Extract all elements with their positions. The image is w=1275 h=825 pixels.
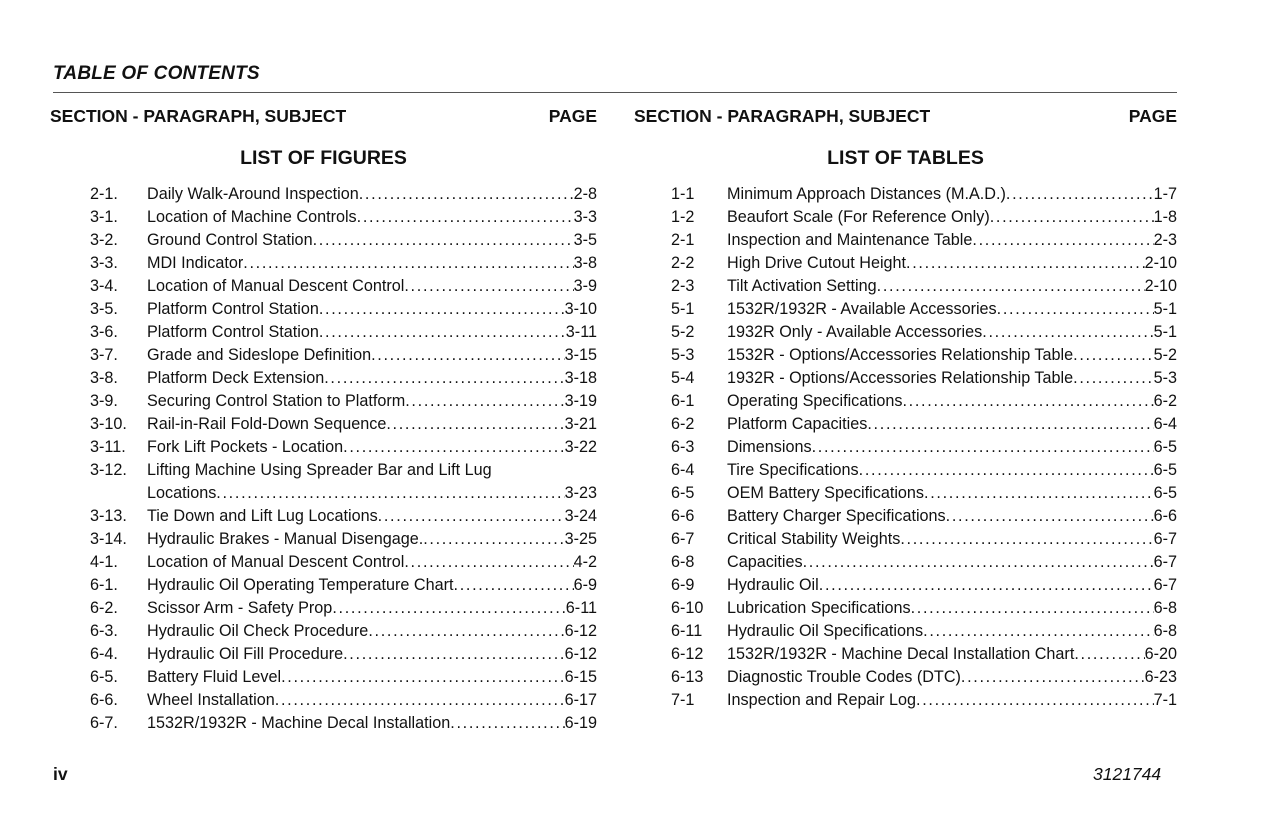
dot-leader <box>343 643 564 666</box>
entry-number: 3-10. <box>90 415 127 433</box>
entry-subject: Hydraulic Oil Check Procedure <box>147 622 369 640</box>
entry-page: 3-5 <box>573 231 597 249</box>
entry-page: 2-3 <box>1153 231 1177 249</box>
entry-subject-line <box>727 275 1145 298</box>
toc-entry[interactable] <box>634 321 1177 344</box>
toc-entry[interactable] <box>50 321 597 344</box>
entry-number: 6-1 <box>671 392 695 410</box>
entry-subject: Securing Control Station to Platform <box>147 392 406 410</box>
entry-subject: Location of Manual Descent Control <box>147 553 405 571</box>
dot-leader <box>359 183 574 206</box>
entry-subject-line <box>147 551 574 574</box>
entry-page: 6-20 <box>1144 645 1177 663</box>
dot-leader <box>368 620 564 643</box>
entry-subject: OEM Battery Specifications <box>727 484 925 502</box>
dot-leader <box>319 298 565 321</box>
toc-entry[interactable] <box>634 620 1177 643</box>
dot-leader <box>454 574 574 597</box>
tables-column <box>634 103 1177 712</box>
dot-leader <box>332 597 565 620</box>
entry-subject: Wheel Installation <box>147 691 275 709</box>
entry-page: 6-5 <box>1153 461 1177 479</box>
entry-subject-line <box>147 712 565 735</box>
entry-page: 6-9 <box>573 576 597 594</box>
toc-entry[interactable] <box>634 574 1177 597</box>
entry-number: 2-1. <box>90 185 118 203</box>
entry-number: 3-13. <box>90 507 127 525</box>
entry-page: 1-8 <box>1153 208 1177 226</box>
entry-subject: Operating Specifications <box>727 392 903 410</box>
dot-leader <box>916 689 1154 712</box>
entry-subject-line <box>727 643 1145 666</box>
entry-page: 6-8 <box>1153 622 1177 640</box>
entry-number: 5-4 <box>671 369 695 387</box>
toc-entry[interactable] <box>634 413 1177 436</box>
toc-entry[interactable] <box>50 436 597 459</box>
dot-leader <box>243 252 573 275</box>
entry-subject-line <box>147 206 574 229</box>
entry-page: 3-11 <box>565 323 597 341</box>
toc-entry[interactable] <box>634 298 1177 321</box>
toc-entry[interactable] <box>634 183 1177 206</box>
entry-subject: Locations <box>147 484 217 502</box>
dot-leader <box>313 229 574 252</box>
entry-page: 3-24 <box>564 507 597 525</box>
entry-subject-line <box>147 459 597 482</box>
entry-page: 6-19 <box>564 714 597 732</box>
dot-leader <box>404 551 573 574</box>
entry-subject-line <box>147 643 565 666</box>
toc-entry[interactable] <box>634 459 1177 482</box>
toc-entry[interactable] <box>50 367 597 390</box>
dot-leader <box>902 390 1153 413</box>
entry-subject: Inspection and Maintenance Table <box>727 231 973 249</box>
toc-entry[interactable] <box>50 620 597 643</box>
dot-leader <box>450 712 564 735</box>
entry-number: 5-3 <box>671 346 695 364</box>
entry-page: 6-5 <box>1153 438 1177 456</box>
dot-leader <box>216 482 564 505</box>
list-of-figures-title: LIST OF FIGURES <box>240 147 407 169</box>
dot-leader <box>1073 367 1153 390</box>
entry-number: 6-12 <box>671 645 704 663</box>
entry-page: 6-6 <box>1153 507 1177 525</box>
tables-list <box>634 183 1177 712</box>
entry-subject: 1532R/1932R - Machine Decal Installation Chart <box>727 645 1075 663</box>
entry-page: 3-22 <box>564 438 597 456</box>
dot-leader <box>1074 643 1144 666</box>
entry-subject: 1532R/1932R - Available Accessories <box>727 300 997 318</box>
entry-number: 2-1 <box>671 231 695 249</box>
entry-page: 1-7 <box>1153 185 1177 203</box>
entry-subject: Tilt Activation Setting <box>727 277 877 295</box>
dot-leader <box>982 321 1153 344</box>
entry-subject: Location of Machine Controls <box>147 208 357 226</box>
toc-entry[interactable] <box>50 528 597 551</box>
entry-subject: Capacities <box>727 553 803 571</box>
entry-number: 3-8. <box>90 369 118 387</box>
entry-page: 6-12 <box>564 645 597 663</box>
entry-page: 7-1 <box>1153 691 1177 709</box>
dot-leader <box>405 390 564 413</box>
toc-entry[interactable] <box>634 206 1177 229</box>
entry-page: 6-7 <box>1153 530 1177 548</box>
entry-number: 6-11 <box>671 622 703 640</box>
toc-entry[interactable] <box>634 505 1177 528</box>
entry-subject: 1532R - Options/Accessories Relationship Table <box>727 346 1074 364</box>
entry-page: 6-12 <box>564 622 597 640</box>
entry-subject-line <box>727 528 1154 551</box>
entry-subject-line <box>727 459 1154 482</box>
entry-page: 3-8 <box>573 254 597 272</box>
toc-entry[interactable] <box>50 712 597 735</box>
entry-number: 3-14. <box>90 530 127 548</box>
entry-subject-line <box>727 183 1154 206</box>
entry-subject: Hydraulic Oil Fill Procedure <box>147 645 344 663</box>
entry-subject-line <box>727 597 1154 620</box>
entry-subject-line <box>727 666 1145 689</box>
entry-subject-line <box>147 689 565 712</box>
entry-subject-line <box>727 390 1154 413</box>
entry-subject: Daily Walk-Around Inspection <box>147 185 359 203</box>
entry-subject: Fork Lift Pockets - Location <box>147 438 344 456</box>
entry-number: 3-1. <box>90 208 118 226</box>
entry-subject: Dimensions <box>727 438 812 456</box>
entry-number: 6-6. <box>90 691 118 709</box>
dot-leader <box>911 597 1154 620</box>
entry-subject: 1932R - Options/Accessories Relationship Table <box>727 369 1074 387</box>
dot-leader <box>371 344 565 367</box>
entry-subject-line <box>147 413 565 436</box>
toc-entry[interactable] <box>50 275 597 298</box>
entry-number: 3-5. <box>90 300 118 318</box>
dot-leader <box>324 367 564 390</box>
dot-leader <box>990 206 1154 229</box>
entry-subject: Grade and Sideslope Definition <box>147 346 372 364</box>
document-title: TABLE OF CONTENTS <box>53 63 260 84</box>
entry-subject-line <box>147 390 565 413</box>
entry-page: 5-3 <box>1153 369 1177 387</box>
entry-number: 1-2 <box>671 208 695 226</box>
entry-page: 3-18 <box>564 369 597 387</box>
entry-number: 2-2 <box>671 254 695 272</box>
entry-number: 6-8 <box>671 553 695 571</box>
toc-entry[interactable] <box>634 597 1177 620</box>
entry-page: 6-11 <box>565 599 597 617</box>
entry-number: 3-11. <box>90 438 126 456</box>
entry-number: 1-1 <box>671 185 695 203</box>
entry-number: 3-9. <box>90 392 118 410</box>
toc-entry[interactable] <box>50 298 597 321</box>
entry-subject: Rail-in-Rail Fold-Down Sequence <box>147 415 387 433</box>
entry-page: 3-25 <box>564 530 597 548</box>
entry-subject-line <box>727 505 1154 528</box>
entry-subject: Minimum Approach Distances (M.A.D.) <box>727 185 1006 203</box>
entry-page: 6-15 <box>564 668 597 686</box>
dot-leader <box>867 413 1153 436</box>
toc-entry[interactable] <box>50 206 597 229</box>
entry-subject-line <box>147 482 565 505</box>
entry-subject-line <box>727 482 1154 505</box>
entry-subject-line <box>147 666 565 689</box>
entry-page: 2-10 <box>1144 277 1177 295</box>
entry-subject-line <box>727 620 1154 643</box>
entry-subject-line <box>727 321 1154 344</box>
dot-leader <box>900 528 1153 551</box>
toc-entry[interactable] <box>50 459 597 482</box>
entry-number: 6-2 <box>671 415 695 433</box>
toc-entry[interactable] <box>50 574 597 597</box>
toc-entry[interactable] <box>634 528 1177 551</box>
entry-subject: Ground Control Station <box>147 231 313 249</box>
toc-entry[interactable] <box>634 436 1177 459</box>
entry-number: 6-9 <box>671 576 695 594</box>
dot-leader <box>859 459 1154 482</box>
column-header-subject: SECTION - PARAGRAPH, SUBJECT <box>50 106 347 126</box>
column-header <box>634 103 1177 129</box>
entry-page: 5-2 <box>1153 346 1177 364</box>
figures-column <box>50 103 597 735</box>
entry-subject-line <box>147 275 574 298</box>
dot-leader <box>319 321 566 344</box>
entry-number: 6-10 <box>671 599 704 617</box>
dot-leader <box>803 551 1154 574</box>
entry-subject: Tire Specifications <box>727 461 859 479</box>
entry-number: 2-3 <box>671 277 695 295</box>
toc-entry[interactable] <box>50 551 597 574</box>
entry-number: 4-1. <box>90 553 118 571</box>
entry-subject: Beaufort Scale (For Reference Only) <box>727 208 990 226</box>
entry-number: 6-3 <box>671 438 695 456</box>
toc-entry[interactable] <box>634 689 1177 712</box>
toc-entry[interactable] <box>634 229 1177 252</box>
entry-subject-line <box>147 252 574 275</box>
entry-page: 3-10 <box>564 300 597 318</box>
toc-entry[interactable] <box>50 666 597 689</box>
entry-number: 3-3. <box>90 254 118 272</box>
toc-entry[interactable] <box>634 344 1177 367</box>
page-number: iv <box>53 764 68 784</box>
entry-subject-line <box>147 344 565 367</box>
entry-number: 6-3. <box>90 622 118 640</box>
document-number: 3121744 <box>1093 764 1162 784</box>
list-of-tables-title: LIST OF TABLES <box>827 147 984 169</box>
entry-page: 3-3 <box>573 208 597 226</box>
entry-subject: Hydraulic Brakes - Manual Disengage. <box>147 530 424 548</box>
entry-page: 5-1 <box>1153 323 1177 341</box>
entry-number: 3-2. <box>90 231 118 249</box>
toc-entry[interactable] <box>50 252 597 275</box>
entry-subject-line <box>147 436 565 459</box>
entry-subject-line <box>727 574 1154 597</box>
toc-entry[interactable] <box>50 344 597 367</box>
entry-subject-line <box>147 367 565 390</box>
dot-leader <box>281 666 565 689</box>
dot-leader <box>906 252 1145 275</box>
entry-page: 3-23 <box>564 484 597 502</box>
entry-number: 6-5 <box>671 484 695 502</box>
toc-entry[interactable] <box>50 413 597 436</box>
dot-leader <box>972 229 1153 252</box>
entry-number: 3-7. <box>90 346 118 364</box>
entry-subject: Hydraulic Oil Operating Temperature Chart <box>147 576 454 594</box>
dot-leader <box>343 436 564 459</box>
entry-subject: Battery Charger Specifications <box>727 507 946 525</box>
entry-page: 6-17 <box>564 691 597 709</box>
toc-entry[interactable] <box>634 390 1177 413</box>
entry-page: 5-1 <box>1153 300 1177 318</box>
toc-entry[interactable] <box>50 183 597 206</box>
entry-subject-line <box>147 620 565 643</box>
column-header-page: PAGE <box>548 106 597 126</box>
entry-subject-line <box>727 689 1154 712</box>
entry-subject: Hydraulic Oil Specifications <box>727 622 924 640</box>
toc-entry[interactable] <box>634 275 1177 298</box>
entry-subject: Tie Down and Lift Lug Locations <box>147 507 378 525</box>
entry-subject: Platform Control Station <box>147 300 319 318</box>
entry-subject: Scissor Arm - Safety Prop <box>147 599 333 617</box>
dot-leader <box>423 528 564 551</box>
entry-subject-line <box>147 298 565 321</box>
toc-entry[interactable] <box>634 252 1177 275</box>
entry-subject-line <box>147 183 574 206</box>
dot-leader <box>386 413 564 436</box>
entry-number: 3-12. <box>90 461 127 479</box>
toc-entry[interactable] <box>50 505 597 528</box>
entry-subject-line <box>727 229 1154 252</box>
entry-subject: Hydraulic Oil <box>727 576 819 594</box>
entry-page: 6-4 <box>1153 415 1177 433</box>
dot-leader <box>961 666 1145 689</box>
toc-entry[interactable] <box>50 643 597 666</box>
toc-entry[interactable] <box>50 229 597 252</box>
entry-subject: Platform Capacities <box>727 415 868 433</box>
column-header <box>50 103 597 129</box>
entry-subject: Battery Fluid Level <box>147 668 282 686</box>
entry-subject-line <box>147 574 574 597</box>
entry-number: 6-7. <box>90 714 118 732</box>
entry-page: 3-19 <box>564 392 597 410</box>
entry-number: 6-4 <box>671 461 695 479</box>
column-header-page: PAGE <box>1128 106 1177 126</box>
entry-subject: 1532R/1932R - Machine Decal Installation <box>147 714 451 732</box>
entry-page: 6-2 <box>1153 392 1177 410</box>
entry-subject-line <box>727 551 1154 574</box>
entry-page: 2-10 <box>1144 254 1177 272</box>
dot-leader <box>1006 183 1154 206</box>
entry-subject: Diagnostic Trouble Codes (DTC) <box>727 668 961 686</box>
toc-entry[interactable] <box>634 643 1177 666</box>
dot-leader <box>923 620 1153 643</box>
entry-page: 6-8 <box>1153 599 1177 617</box>
entry-subject: Critical Stability Weights <box>727 530 901 548</box>
entry-subject-line <box>147 597 566 620</box>
entry-page: 4-2 <box>573 553 597 571</box>
entry-subject: Location of Manual Descent Control <box>147 277 405 295</box>
dot-leader <box>1073 344 1153 367</box>
toc-entry[interactable] <box>634 482 1177 505</box>
toc-entry[interactable] <box>634 367 1177 390</box>
entry-subject: Lifting Machine Using Spreader Bar and Lift Lug <box>147 461 492 479</box>
entry-number: 3-6. <box>90 323 118 341</box>
entry-subject: Platform Control Station <box>147 323 319 341</box>
header-rule <box>53 92 1177 93</box>
dot-leader <box>404 275 573 298</box>
dot-leader <box>924 482 1154 505</box>
entry-subject: MDI Indicator <box>147 254 244 272</box>
entry-subject: Inspection and Repair Log <box>727 691 916 709</box>
entry-subject: 1932R Only - Available Accessories <box>727 323 983 341</box>
entry-subject-line <box>147 229 574 252</box>
entry-subject: Lubrication Specifications <box>727 599 911 617</box>
entry-page: 6-7 <box>1153 576 1177 594</box>
entry-page: 6-7 <box>1153 553 1177 571</box>
dot-leader <box>997 298 1154 321</box>
entry-number: 6-13 <box>671 668 704 686</box>
entry-subject: High Drive Cutout Height <box>727 254 907 272</box>
dot-leader <box>357 206 574 229</box>
column-header-subject: SECTION - PARAGRAPH, SUBJECT <box>634 106 931 126</box>
entry-page: 3-15 <box>564 346 597 364</box>
entry-page: 2-8 <box>573 185 597 203</box>
dot-leader <box>378 505 565 528</box>
entry-subject: Platform Deck Extension <box>147 369 325 387</box>
entry-subject-line <box>147 505 565 528</box>
dot-leader <box>275 689 565 712</box>
entry-number: 6-2. <box>90 599 118 617</box>
entry-page: 3-9 <box>573 277 597 295</box>
entry-page: 6-5 <box>1153 484 1177 502</box>
entry-number: 7-1 <box>671 691 695 709</box>
entry-subject-line <box>727 413 1154 436</box>
entry-number: 6-6 <box>671 507 695 525</box>
entry-subject-line <box>727 206 1154 229</box>
dot-leader <box>946 505 1154 528</box>
figures-list <box>50 183 597 735</box>
dot-leader <box>819 574 1154 597</box>
dot-leader <box>812 436 1154 459</box>
entry-subject-line <box>727 252 1145 275</box>
entry-page: 3-21 <box>564 415 597 433</box>
entry-number: 6-1. <box>90 576 118 594</box>
entry-subject-line <box>727 367 1154 390</box>
entry-subject-line <box>147 528 565 551</box>
entry-subject-line <box>727 436 1154 459</box>
entry-number: 5-2 <box>671 323 695 341</box>
entry-number: 5-1 <box>671 300 695 318</box>
toc-entry[interactable] <box>634 666 1177 689</box>
entry-number: 6-4. <box>90 645 118 663</box>
entry-page: 6-23 <box>1144 668 1177 686</box>
entry-subject-line <box>147 321 566 344</box>
toc-entry[interactable] <box>634 551 1177 574</box>
entry-subject-line <box>727 344 1154 367</box>
toc-entry[interactable] <box>50 390 597 413</box>
entry-number: 6-5. <box>90 668 118 686</box>
toc-entry[interactable] <box>50 597 597 620</box>
dot-leader <box>877 275 1145 298</box>
entry-number: 6-7 <box>671 530 695 548</box>
toc-entry[interactable] <box>50 689 597 712</box>
entry-subject-line <box>727 298 1154 321</box>
entry-number: 3-4. <box>90 277 118 295</box>
toc-entry[interactable] <box>50 482 597 505</box>
